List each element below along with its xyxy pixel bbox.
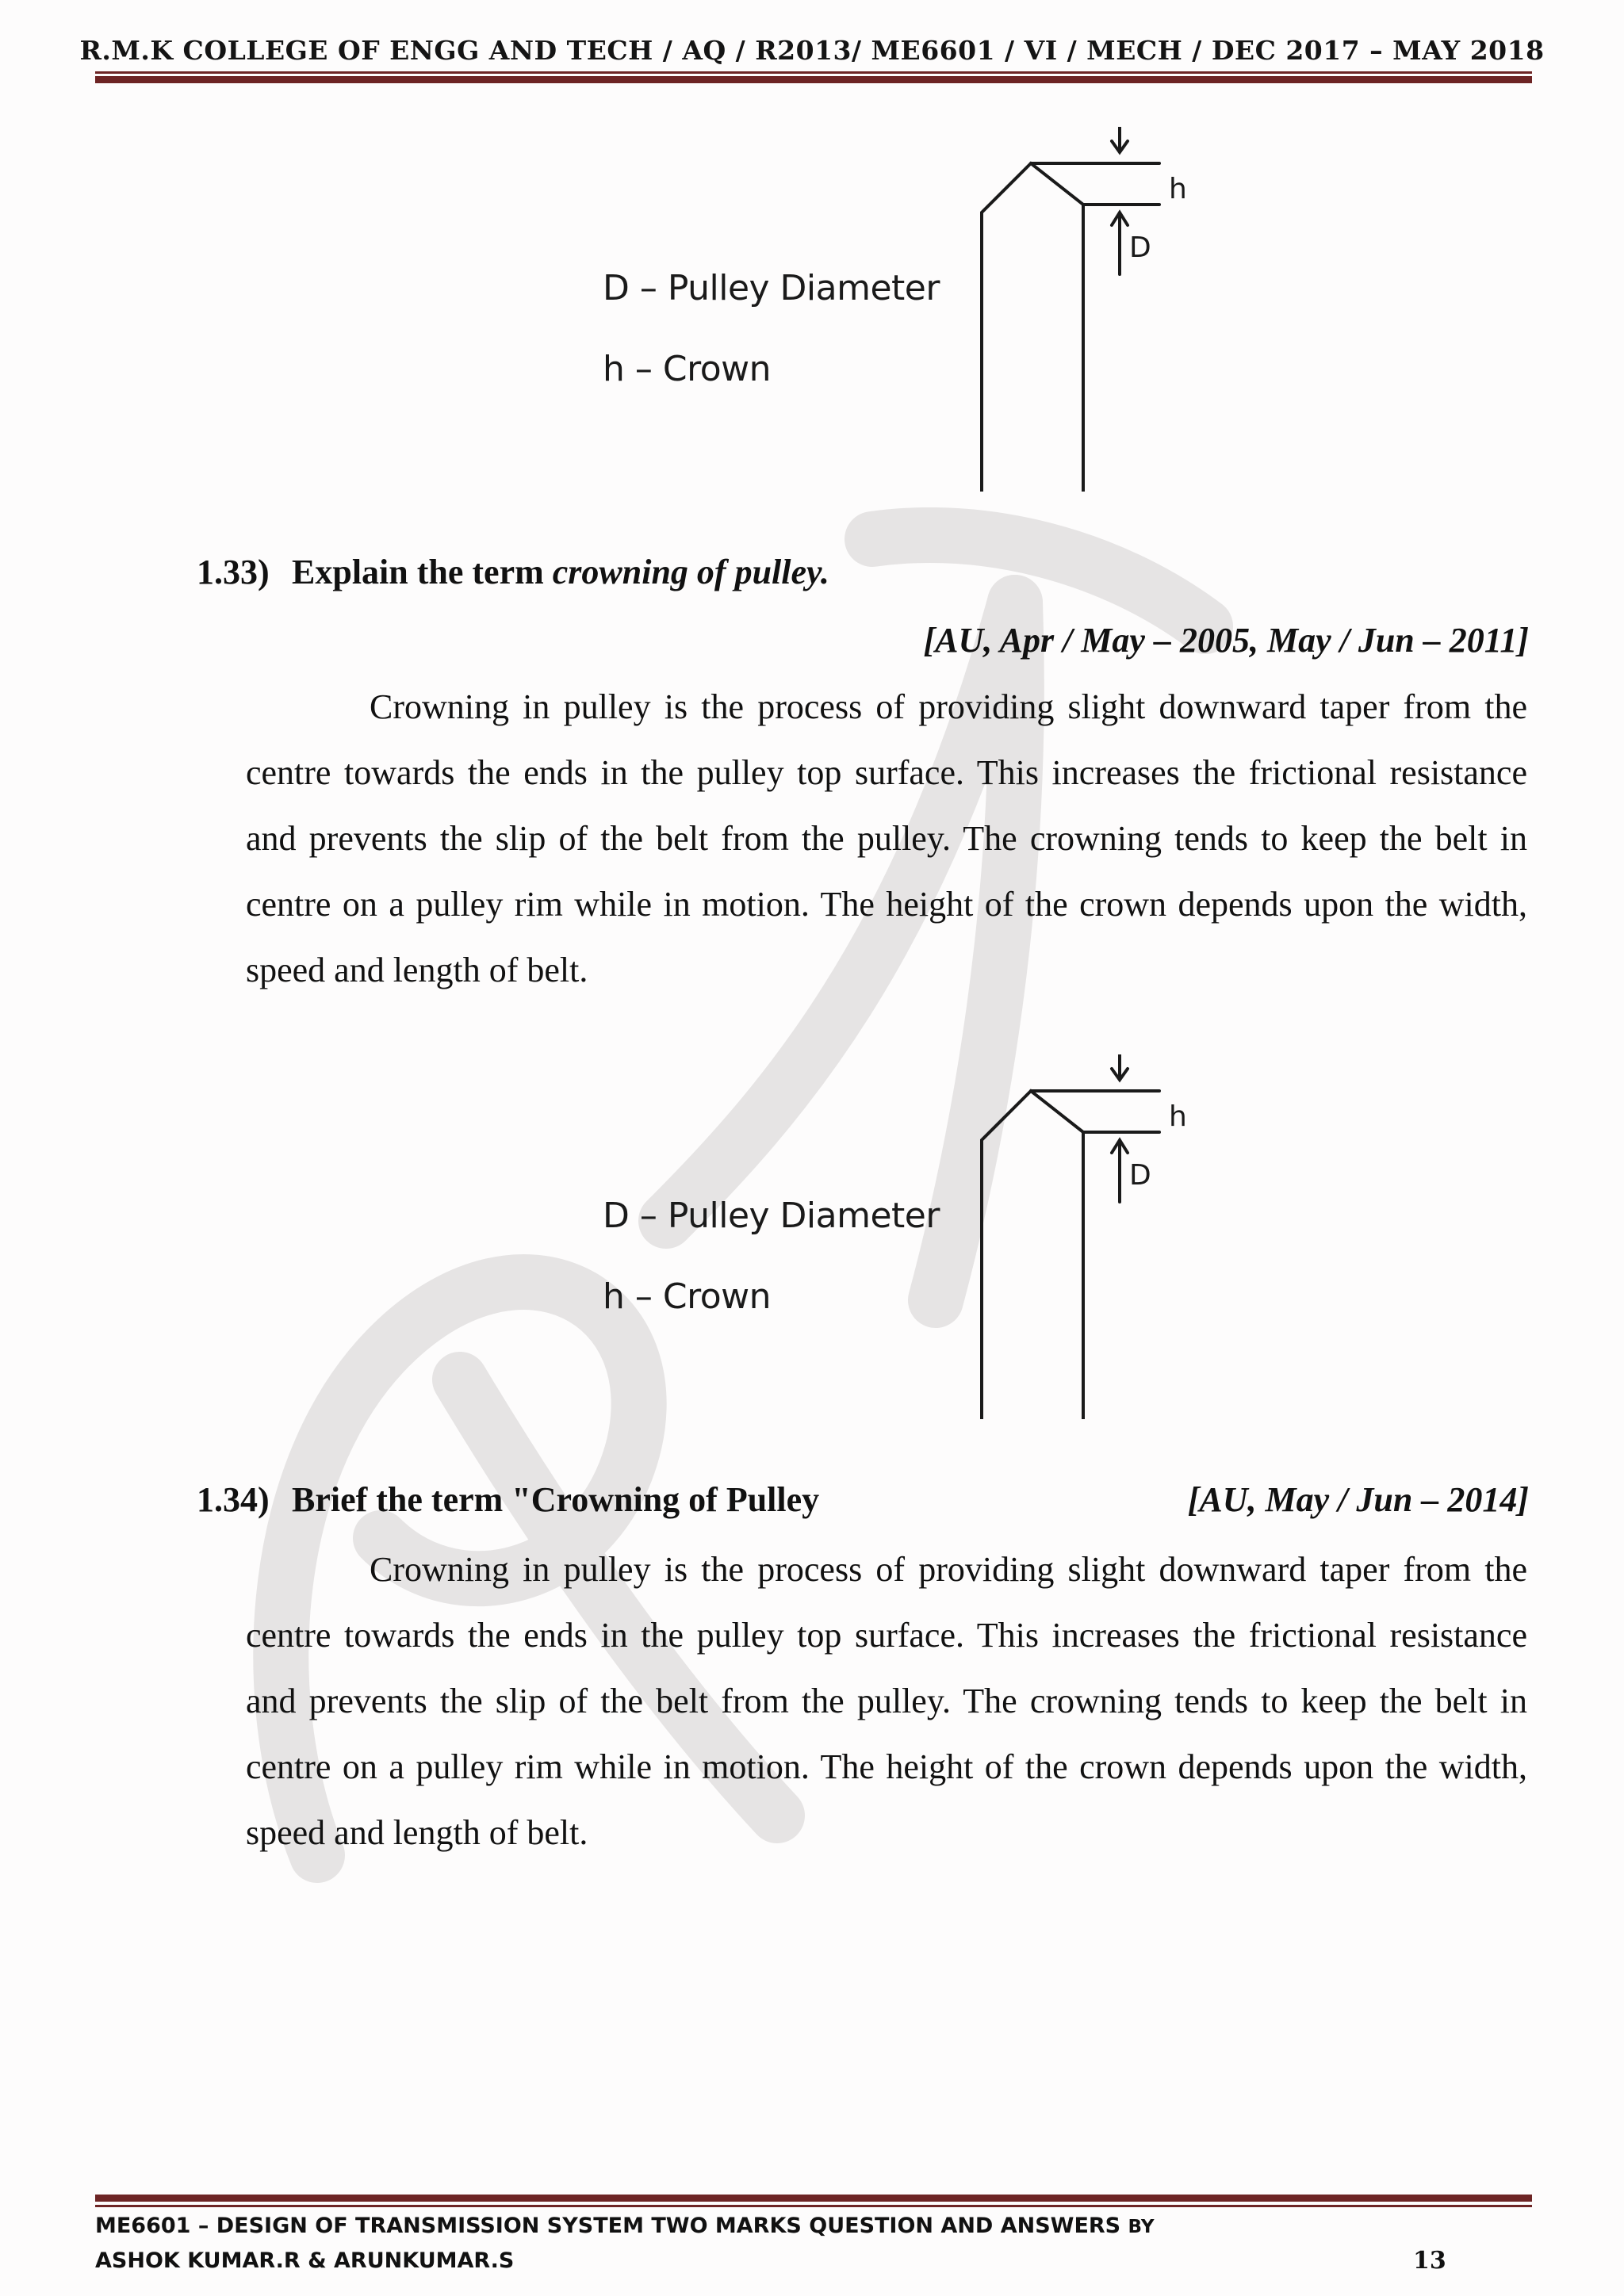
question-1-34-reference: [AU, May / Jun – 2014]	[1187, 1480, 1529, 1519]
question-1-33-heading	[197, 552, 829, 592]
question-text: Brief the term "Crowning of Pulley	[292, 1480, 820, 1519]
d-letter: D	[1129, 1159, 1151, 1192]
pulley-crown-figure-1	[587, 127, 1221, 492]
question-text: Explain the term	[292, 553, 553, 591]
footer-by: BY	[1128, 2217, 1155, 2237]
pulley-crown-figure-2	[587, 1054, 1221, 1419]
crown-label: h – Crown	[603, 1276, 771, 1317]
footer-rule-thick	[95, 2195, 1532, 2202]
crown-label: h – Crown	[603, 349, 771, 389]
diameter-label: D – Pulley Diameter	[603, 268, 940, 308]
question-italic-term: crowning of pulley.	[552, 553, 829, 591]
header-rule-thick	[95, 76, 1532, 83]
question-1-33-answer: Crowning in pulley is the process of providing slight downward taper from the centre towards the ends in the pulley top surface. This increases the frictional resistance and prevents the slip of the belt from the pulley. The crowning tends to keep the belt in centre on a pulley rim while in motion. The height of the crown depends upon the width, speed and length of belt.	[246, 687, 1527, 989]
h-letter: h	[1169, 1100, 1187, 1133]
header-rule-thin	[95, 71, 1532, 74]
pulley-crown-diagram	[587, 127, 1221, 492]
question-number: 1.33)	[197, 553, 270, 591]
footer-course-title: ME6601 – DESIGN OF TRANSMISSION SYSTEM TWO MARKS QUESTION AND ANSWERS	[95, 2214, 1121, 2238]
question-1-33-reference: [AU, Apr / May – 2005, May / Jun – 2011]	[923, 621, 1529, 660]
d-letter: D	[1129, 232, 1151, 264]
footer-rule-thin	[95, 2205, 1532, 2207]
question-number: 1.34)	[197, 1480, 270, 1519]
pulley-crown-diagram	[587, 1054, 1221, 1419]
page-number: 13	[1413, 2247, 1446, 2275]
footer-title	[95, 2214, 1154, 2238]
question-1-34-heading	[197, 1479, 819, 1520]
diameter-label: D – Pulley Diameter	[603, 1196, 940, 1236]
question-1-34-answer: Crowning in pulley is the process of providing slight downward taper from the centre towards the ends in the pulley top surface. This increases the frictional resistance and prevents the slip of the belt from the pulley. The crowning tends to keep the belt in centre on a pulley rim while in motion. The height of the crown depends upon the width, speed and length of belt.	[246, 1550, 1527, 1852]
page-header: R.M.K COLLEGE OF ENGG AND TECH / AQ / R2013/ ME6601 / VI / MECH / DEC 2017 – MAY 2018	[79, 35, 1545, 66]
h-letter: h	[1169, 173, 1187, 205]
footer-authors: ASHOK KUMAR.R & ARUNKUMAR.S	[95, 2248, 515, 2273]
